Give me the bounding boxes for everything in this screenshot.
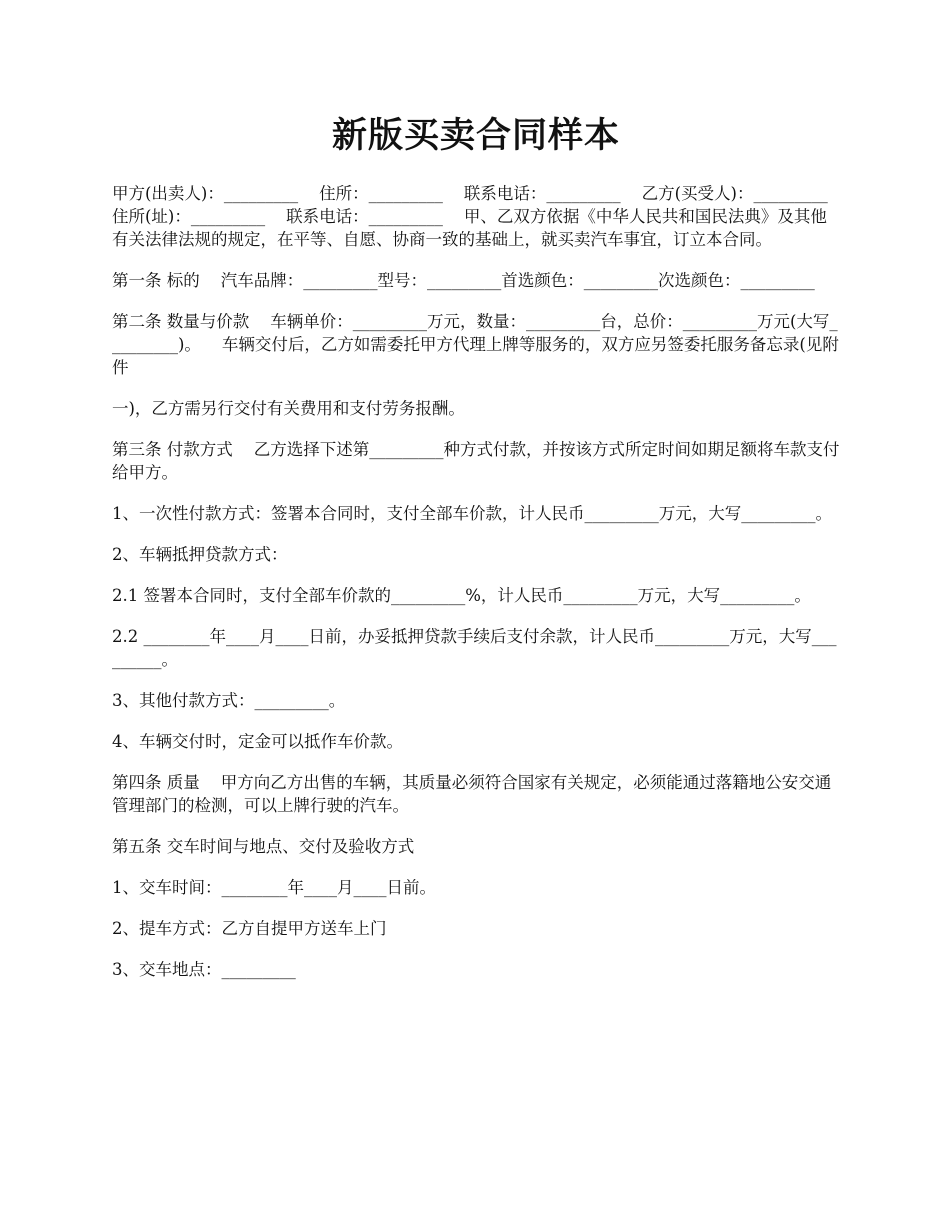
parties-paragraph: 甲方(出卖人)：_________ 住所：_________ 联系电话：_________ 乙方(买受人)：_________ 住所(址)：_________ 联系电话：_________ 甲、乙双方依据《中华人民共和国民法典》及其他有关法律法规的规定，在平等、自愿、协商一致的基础上，就买卖汽车事宜，订立本合同。 xyxy=(112,184,849,249)
payment-option-2-2: 2.2 ________年____月____日前，办妥抵押贷款手续后支付余款，计人民币_________万元，大写_________。 xyxy=(112,627,837,669)
article-2-continuation: 一)，乙方需另行交付有关费用和支付劳务报酬。 xyxy=(112,399,465,418)
article-3-payment-method: 第三条 付款方式 乙方选择下述第_________种方式付款，并按该方式所定时间如期足额将车款支付给甲方。 xyxy=(112,440,840,482)
article-1-subject: 第一条 标的 汽车品牌：_________型号：_________首选颜色：_________次选颜色：_________ xyxy=(112,271,815,290)
delivery-location: 3、交车地点：_________ xyxy=(112,960,296,979)
document-title: 新版买卖合同样本 xyxy=(331,115,620,156)
article-5-delivery: 第五条 交车时间与地点、交付及验收方式 xyxy=(112,837,415,856)
payment-option-2-1: 2.1 签署本合同时，支付全部车价款的_________%，计人民币_________万元，大写_________。 xyxy=(112,586,811,605)
delivery-time: 1、交车时间：________年____月____日前。 xyxy=(112,878,436,897)
article-4-quality: 第四条 质量 甲方向乙方出售的车辆，其质量必须符合国家有关规定，必须能通过落籍地公安交通管理部门的检测，可以上牌行驶的汽车。 xyxy=(112,773,832,815)
pickup-method: 2、提车方式：乙方自提甲方送车上门 xyxy=(112,919,387,938)
article-2-quantity-price: 第二条 数量与价款 车辆单价：_________万元，数量：_________台，总价：_________万元(大写_________)。 车辆交付后，乙方如需委托甲方代理上牌等服务的，双方应另签委托服务备忘录(见附件 xyxy=(112,312,839,377)
payment-option-3: 3、其他付款方式：_________。 xyxy=(112,691,346,710)
payment-option-4: 4、车辆交付时，定金可以抵作车价款。 xyxy=(112,732,403,751)
payment-option-1: 1、一次性付款方式：签署本合同时，支付全部车价款，计人民币_________万元，大写_________。 xyxy=(112,504,832,523)
payment-option-2: 2、车辆抵押贷款方式： xyxy=(112,545,288,564)
